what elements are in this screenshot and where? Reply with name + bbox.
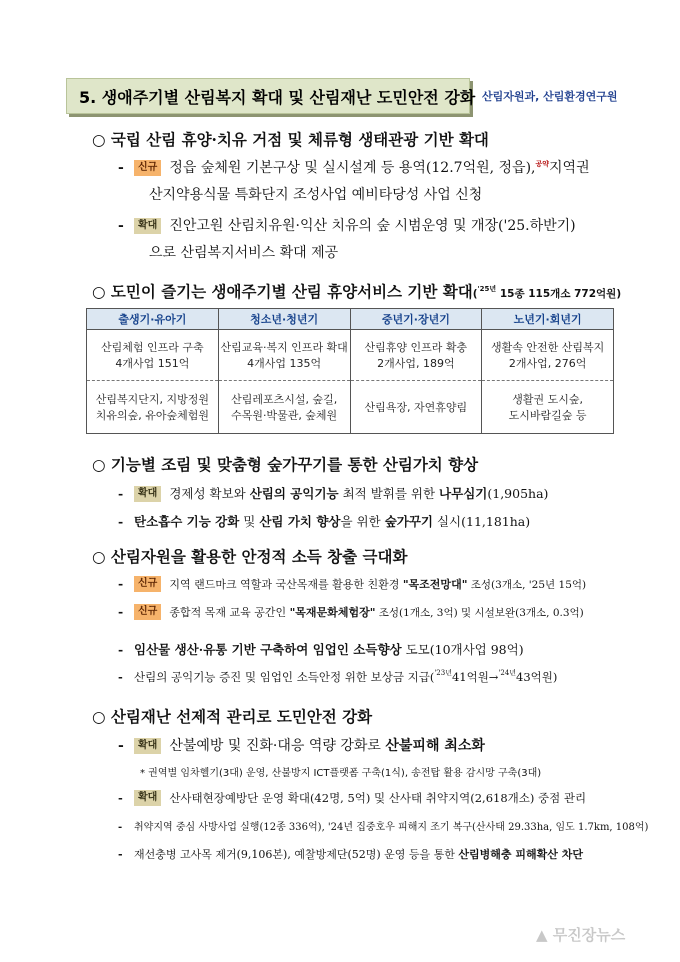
sec3-heading: ○ 기능별 조림 및 맞춤형 숲가꾸기를 통한 산림가치 향상	[92, 455, 479, 474]
sec1-item2-line1: - 확대 진안고원 산림치유원·익산 치유의 숲 시범운영 및 개장('25.하반기)	[118, 218, 576, 234]
sec1-item1-line1: - 신규 정읍 숲체원 기본구상 및 실시설계 등 용역(12.7억원, 정읍),$^{공약}$지역권	[118, 159, 590, 176]
table-header: 노년기·회년기	[482, 309, 614, 330]
expand-badge: 확대	[134, 218, 161, 234]
sec5-note: * 권역별 임차헬기(3대) 운영, 산불방지 ICT플랫폼 구축(1식), 송전탑 활용 감시망 구축(3대)	[140, 768, 542, 779]
expand-badge: 확대	[134, 486, 161, 502]
sec4-heading: ○ 산림자원을 활용한 안정적 소득 창출 극대화	[92, 547, 408, 566]
sec5-item1: - 확대 산불예방 및 진화·대응 역량 강화로 산불피해 최소화	[118, 738, 485, 754]
section-title: 5. 생애주기별 산림복지 확대 및 산림재난 도민안전 강화	[79, 88, 476, 107]
sec4-item3: - 임산물 생산·유통 기반 구축하여 임업인 소득향상 도모(10개사업 98억)	[118, 642, 524, 657]
sec4-item4: - 산림의 공익기능 증진 및 임업인 소득안정 위한 보상금 지급($^{'23년}$41억원→$^{'24년}$43억원)	[118, 669, 558, 684]
sec5-item4: - 재선충병 고사목 제거(9,106본), 예찰방제단(52명) 운영 등을 통한 산림병해충 피해확산 차단	[118, 848, 583, 861]
responsible-department: 산림자원과, 산림환경연구원	[482, 90, 618, 103]
table-cell: 산림체험 인프라 구축 4개사업 151억	[87, 330, 219, 381]
table-header: 청소년·청년기	[218, 309, 350, 330]
table-cell: 산림교육·복지 인프라 확대 4개사업 135억	[218, 330, 350, 381]
sec1-item1-line2: 산지약용식물 특화단지 조성사업 예비타당성 사업 신청	[149, 187, 483, 203]
table-cell: 산림휴양 인프라 확충 2개사업, 189억	[350, 330, 482, 381]
table-cell: 생활속 안전한 산림복지 2개사업, 276억	[482, 330, 614, 381]
mountain-icon: ▲	[536, 926, 548, 944]
sec4-item2: - 신규 종합적 목재 교육 공간인 "목재문화체험장" 조성(1개소, 3억) 및 시설보완(3개소, 0.3억)	[118, 604, 584, 619]
table-cell: 산림레포츠시설, 숲길, 수목원·박물관, 숲체원	[218, 381, 350, 434]
sec5-heading: ○ 산림재난 선제적 관리로 도민안전 강화	[92, 707, 373, 726]
table-header: 중년기·장년기	[350, 309, 482, 330]
sec2-heading: ○ 도민이 즐기는 생애주기별 산림 휴양서비스 기반 확대($^{'25년}$ 15종 115개소 772억원)	[92, 282, 622, 301]
new-badge: 신규	[134, 160, 161, 176]
section-header-box	[66, 78, 476, 114]
sec3-item2: - 탄소흡수 기능 강화 및 산림 가치 향상을 위한 숲가꾸기 실시(11,181ha)	[118, 514, 531, 529]
lifecycle-table	[86, 308, 614, 434]
table-cell: 생활권 도시숲, 도시바람길숲 등	[482, 381, 614, 434]
expand-badge: 확대	[134, 738, 161, 754]
sec1-heading: ○ 국립 산림 휴양·치유 거점 및 체류형 생태관광 기반 확대	[92, 130, 489, 149]
sec4-item1: - 신규 지역 랜드마크 역할과 국산목재를 활용한 친환경 "목조전망대" 조성(3개소, '25년 15억)	[118, 576, 587, 591]
expand-badge: 확대	[134, 790, 161, 806]
new-badge: 신규	[134, 604, 161, 620]
sec5-item2: - 확대 산사태현장예방단 운영 확대(42명, 5억) 및 산사태 취약지역(2,618개소) 중점 관리	[118, 791, 587, 805]
sec1-item2-line2: 으로 산림복지서비스 확대 제공	[149, 245, 339, 261]
new-badge: 신규	[134, 576, 161, 592]
sec3-item1: - 확대 경제성 확보와 산림의 공익기능 최적 발휘를 위한 나무심기(1,905ha)	[118, 486, 549, 501]
table-cell: 산림욕장, 자연휴양림	[350, 381, 482, 434]
table-cell: 산림복지단지, 지방정원 치유의숲, 유아숲체험원	[87, 381, 219, 434]
sec5-item3: - 취약지역 중심 사방사업 실행(12종 336억), '24년 집중호우 피해지 조기 복구(산사태 29.33ha, 임도 1.7km, 108억)	[118, 822, 649, 833]
table-header: 출생기·유아기	[87, 309, 219, 330]
watermark-logo: ▲ 무진장뉴스	[536, 926, 626, 944]
